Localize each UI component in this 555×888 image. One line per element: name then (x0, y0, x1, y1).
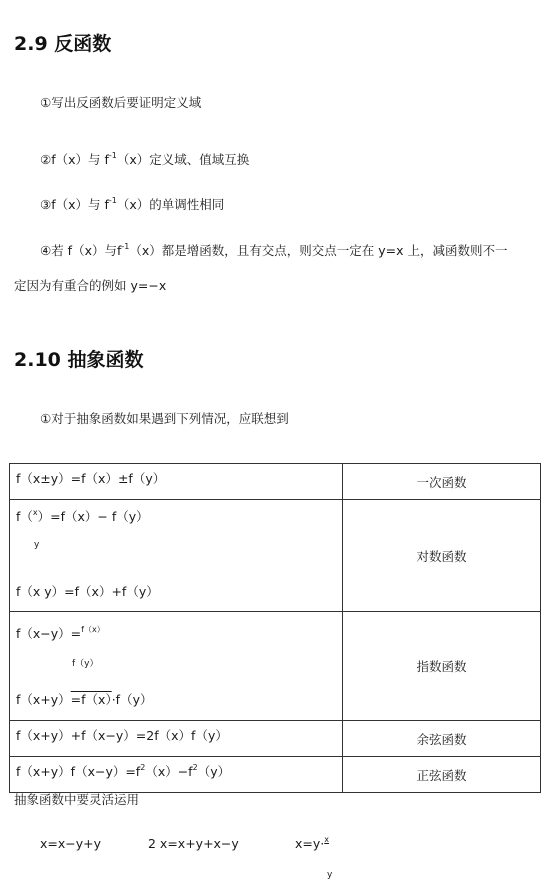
formula-cell (10, 757, 343, 793)
formula-exp-2: f（x+y）=f（x）·f（y） (16, 692, 153, 707)
formula-sin: $f(x+y)f(x-y)=f^2(x)-f^2(y)$ (16, 763, 231, 779)
formula-exp-1: f（x−y）=$^{f(x)}$ (16, 625, 105, 641)
formula-linear: f（x±y）=f（x）±f（y） (16, 471, 166, 486)
inverse-item-1: ①写出反函数后要证明定义域 (40, 95, 202, 110)
expression-3-denominator: y (327, 870, 333, 880)
formula-log-1: f（$^x$）=f（x）− f（y） (16, 508, 149, 524)
inverse-item-3-sup: -1 (108, 196, 117, 205)
inverse-item-2-b: （x）定义域、值域互换 (116, 152, 250, 167)
table-row (10, 757, 541, 793)
inverse-item-2 (40, 150, 249, 168)
table-row (10, 464, 541, 500)
result-log: 对数函数 (343, 500, 541, 612)
inverse-item-3 (40, 195, 224, 213)
formula-cell (10, 612, 343, 721)
result-cos: 余弦函数 (343, 721, 541, 757)
expression-1: x=x−y+y (40, 836, 102, 851)
formula-exp-1-denominator: f（y） (72, 659, 99, 669)
inverse-item-4-line2: 定因为有重合的例如 y=−x (14, 278, 167, 293)
formula-cos: f（x+y）+f（x−y）=2f（x）f（y） (16, 728, 228, 743)
table-row (10, 500, 541, 612)
expression-2: 2 x=x+y+x−y (148, 836, 239, 851)
formula-cell (10, 464, 343, 500)
section-title-inverse-function: 2.9 反函数 (14, 33, 112, 55)
inverse-item-4-b: （x）都是增函数，且有交点，则交点一定在 y=x 上，减函数则不一 (129, 243, 508, 258)
inverse-item-4 (40, 241, 508, 259)
expression-3-numerator: x (324, 835, 329, 844)
formula-cell (10, 500, 343, 612)
inverse-item-3-b: （x）的单调性相同 (116, 197, 225, 212)
result-exp: 指数函数 (343, 612, 541, 721)
inverse-item-3-a: ③f（x）与 f (40, 197, 109, 212)
inverse-item-4-a: ④若 f（x）与f (40, 243, 122, 258)
formula-cell (10, 721, 343, 757)
result-sin: 正弦函数 (343, 757, 541, 793)
section-title-abstract-function: 2.10 抽象函数 (14, 349, 144, 371)
abstract-note: 抽象函数中要灵活运用 (14, 792, 140, 807)
result-linear: 一次函数 (343, 464, 541, 500)
abstract-intro: ①对于抽象函数如果遇到下列情况，应联想到 (40, 411, 289, 426)
formula-log-2: f（x y）=f（x）+f（y） (16, 584, 159, 599)
inverse-item-4-sup: -1 (121, 242, 130, 251)
formula-log-1-denominator: y (34, 540, 40, 550)
expression-3: x=y·$^x$ (295, 835, 329, 851)
inverse-item-2-a: ②f（x）与 f (40, 152, 109, 167)
inverse-item-2-sup: -1 (108, 151, 117, 160)
table-row (10, 612, 541, 721)
table-row (10, 721, 541, 757)
function-type-table (9, 463, 541, 793)
